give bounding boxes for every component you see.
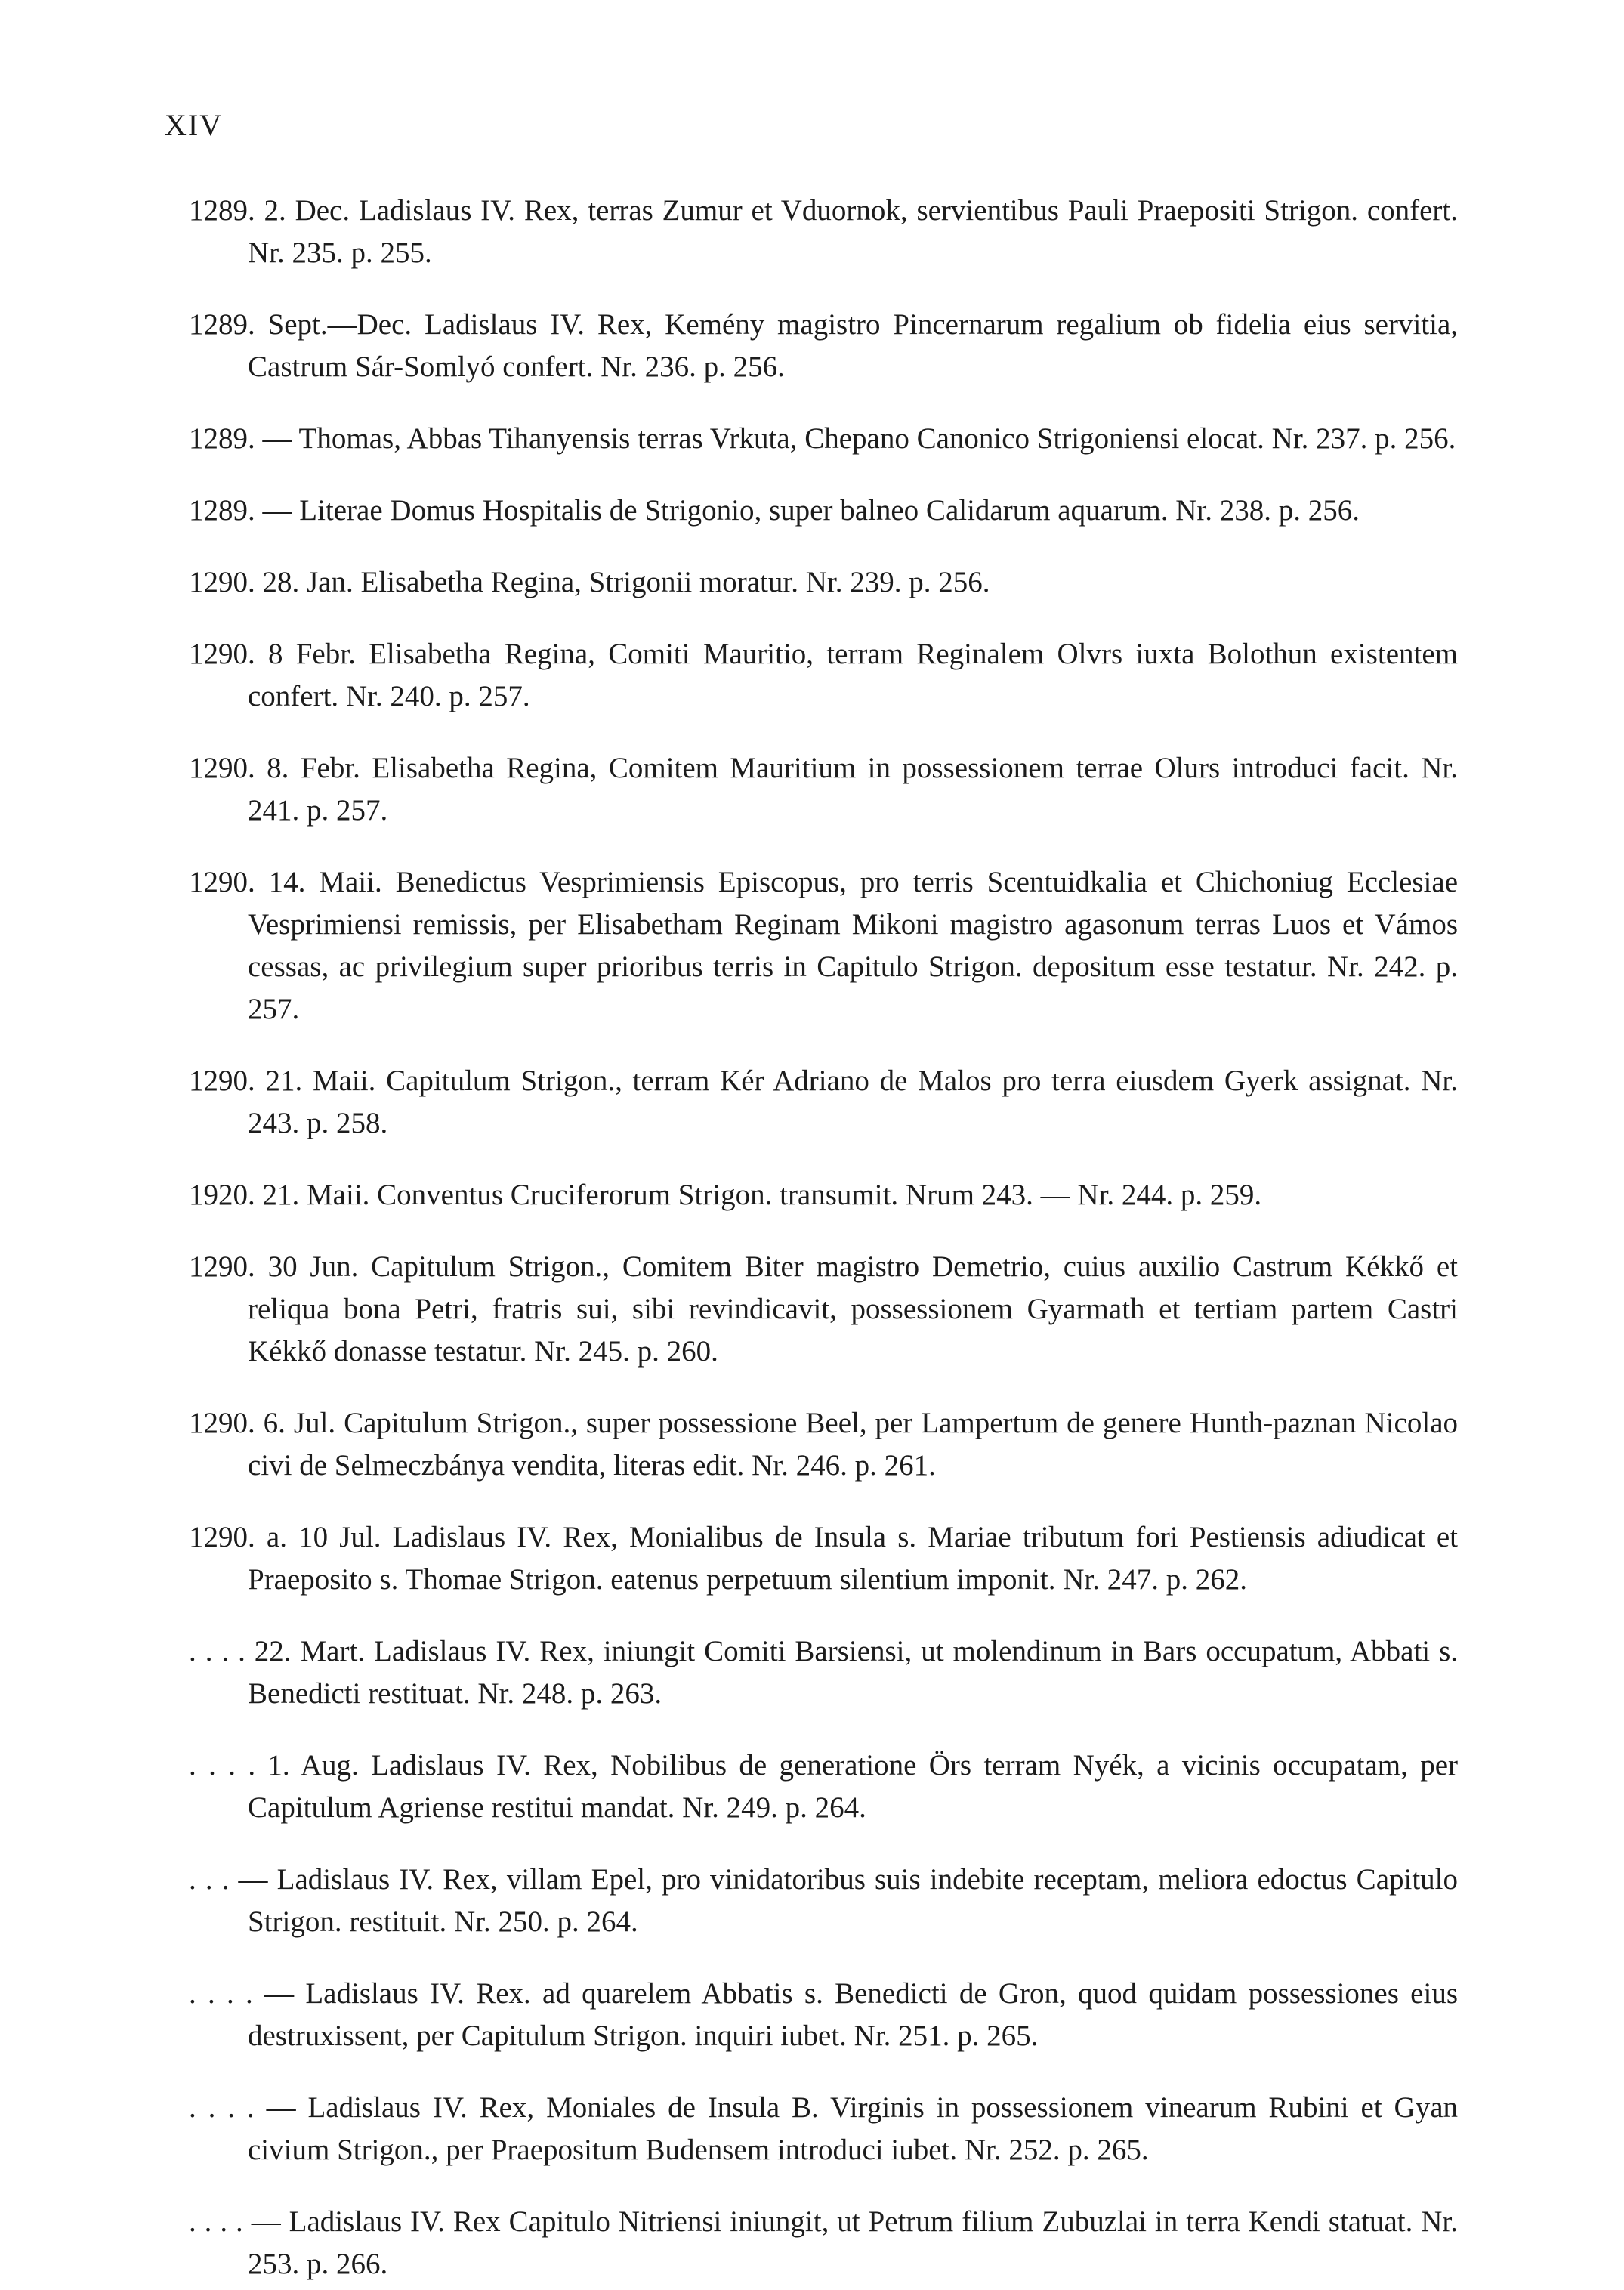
entry-text: Ladislaus IV. Rex Capitulo Nitriensi iniungit, ut Petrum filium Zubuzlai in terra Kendi statuat. Nr. 253. p. 266. (248, 2205, 1459, 2280)
list-item (189, 861, 1458, 1031)
entry-text: Ladislaus IV. Rex, Nobilibus de generatione Örs terram Nyék, a vicinis occupatam, per Capitulum Agriense restitui mandat. Nr. 249. p. 264. (248, 1749, 1458, 1824)
entry-date: 1290. a. 10 Jul. (189, 1521, 381, 1553)
entry-text: Literae Domus Hospitalis de Strigonio, super balneo Calidarum aquarum. Nr. 238. p. 256. (299, 494, 1360, 527)
entry-text: Elisabetha Regina, Strigonii moratur. Nr. 239. p. 256. (360, 566, 990, 598)
entry-date: . . . . 22. Mart. (189, 1635, 366, 1667)
entry-date: 1289. — (189, 494, 292, 527)
list-item (189, 190, 1458, 274)
entry-date: 1290. 21. Maii. (189, 1065, 376, 1097)
list-item (189, 490, 1458, 532)
list-item (189, 1516, 1458, 1601)
entry-text: Ladislaus IV. Rex, villam Epel, pro vinidatoribus suis indebite receptam, meliora edoctus Capitulo Strigon. restituit. Nr. 250. p. 264. (248, 1863, 1459, 1938)
page-number: XIV (165, 108, 224, 142)
list-item (189, 1402, 1458, 1487)
list-item (189, 1859, 1458, 1943)
list-item (189, 2087, 1458, 2171)
entry-date: . . . — (189, 1863, 268, 1896)
entry-text: Capitulum Strigon., super possessione Beel, per Lampertum de genere Hunth-paznan Nicolao civi de Selmeczbánya vendita, literas edit. Nr. 246. p. 261. (248, 1407, 1459, 1482)
entry-date: 1290. 6. Jul. (189, 1407, 336, 1439)
list-item (189, 1246, 1458, 1373)
entry-text: Ladislaus IV. Rex, Moniales de Insula B. Virginis in possessionem vinearum Rubini et Gyan civium Strigon., per Praepositum Budensem introduci iubet. Nr. 252. p. 265. (248, 2091, 1459, 2166)
entry-text: Capitulum Strigon., terram Kér Adriano de Malos pro terra eiusdem Gyerk assignat. Nr. 243. p. 258. (248, 1065, 1458, 1139)
entry-date: 1289. — (189, 422, 292, 455)
entry-date: 1290. 14. Maii. (189, 866, 382, 898)
entry-date: . . . . — (189, 1977, 295, 2010)
list-item (189, 1745, 1458, 1829)
entry-text: Ladislaus IV. Rex, Kemény magistro Pincernarum regalium ob fidelia eius servitia, Castrum Sár-Somlyó confert. Nr. 236. p. 256. (248, 308, 1459, 383)
list-item (189, 418, 1458, 460)
list-item (189, 2201, 1458, 2285)
entry-text: Ladislaus IV. Rex, Monialibus de Insula s. Mariae tributum fori Pestiensis adiudicat et Praeposito s. Thomae Strigon. eatenus perpetuum silentium imponit. Nr. 247. p. 262. (248, 1521, 1459, 1596)
list-item (189, 1973, 1458, 2057)
list-item (189, 1060, 1458, 1145)
entry-text: Thomas, Abbas Tihanyensis terras Vrkuta, Chepano Canonico Strigoniensi elocat. Nr. 237. p. 256. (298, 422, 1456, 455)
entry-date: 1290. 28. Jan. (189, 566, 354, 598)
entry-text: Elisabetha Regina, Comiti Mauritio, terram Reginalem Olvrs iuxta Bolothun existentem confert. Nr. 240. p. 257. (248, 638, 1459, 712)
entry-text: Elisabetha Regina, Comitem Mauritium in possessionem terrae Olurs introduci facit. Nr. 241. p. 257. (248, 752, 1459, 827)
entry-date: 1289. 2. Dec. (189, 194, 350, 227)
entry-date: . . . . — (189, 2205, 281, 2238)
entry-date: 1290. 8. Febr. (189, 752, 360, 784)
entry-text: Conventus Cruciferorum Strigon. transumit. Nrum 243. — Nr. 244. p. 259. (377, 1179, 1262, 1211)
entry-text: Ladislaus IV. Rex, iniungit Comiti Barsiensi, ut molendinum in Bars occupatum, Abbati s. Benedicti restituat. Nr. 248. p. 263. (248, 1635, 1459, 1710)
list-item (189, 633, 1458, 718)
list-item (189, 561, 1458, 604)
list-item (189, 747, 1458, 832)
entry-date: 1289. Sept.—Dec. (189, 308, 412, 341)
list-item (189, 1174, 1458, 1216)
list-item (189, 1630, 1458, 1715)
entry-date: 1290. 30 Jun. (189, 1250, 359, 1283)
entry-text: Ladislaus IV. Rex. ad quarelem Abbatis s. Benedicti de Gron, quod quidam possessiones eius destruxissent, per Capitulum Strigon. inquiri iubet. Nr. 251. p. 265. (248, 1977, 1458, 2052)
entry-text: Capitulum Strigon., Comitem Biter magistro Demetrio, cuius auxilio Castrum Kékkő et reliqua bona Petri, fratris sui, sibi revindicavit, possessionem Gyarmath et tertiam partem Castri Kékkő donasse testatur. Nr. 245. p. 260. (248, 1250, 1458, 1368)
entry-date: 1290. 8 Febr. (189, 638, 356, 670)
entry-text: Ladislaus IV. Rex, terras Zumur et Vduornok, servientibus Pauli Praepositi Strigon. confert. Nr. 235. p. 255. (248, 194, 1458, 269)
list-item (189, 304, 1458, 388)
regesta-list (189, 160, 1458, 2290)
entry-date: . . . . — (189, 2091, 296, 2124)
entry-date: . . . . 1. Aug. (189, 1749, 359, 1782)
entry-date: 1920. 21. Maii. (189, 1179, 370, 1211)
entry-text: Benedictus Vesprimiensis Episcopus, pro terris Scentuidkalia et Chichoniug Ecclesiae Vesprimiensi remissis, per Elisabetham Reginam Mikoni magistro agasonum terras Luos et Vámos cessas, ac privilegium super prioribus terris in Capitulo Strigon. depositum esse testatur. Nr. 242. p. 257. (248, 866, 1459, 1025)
